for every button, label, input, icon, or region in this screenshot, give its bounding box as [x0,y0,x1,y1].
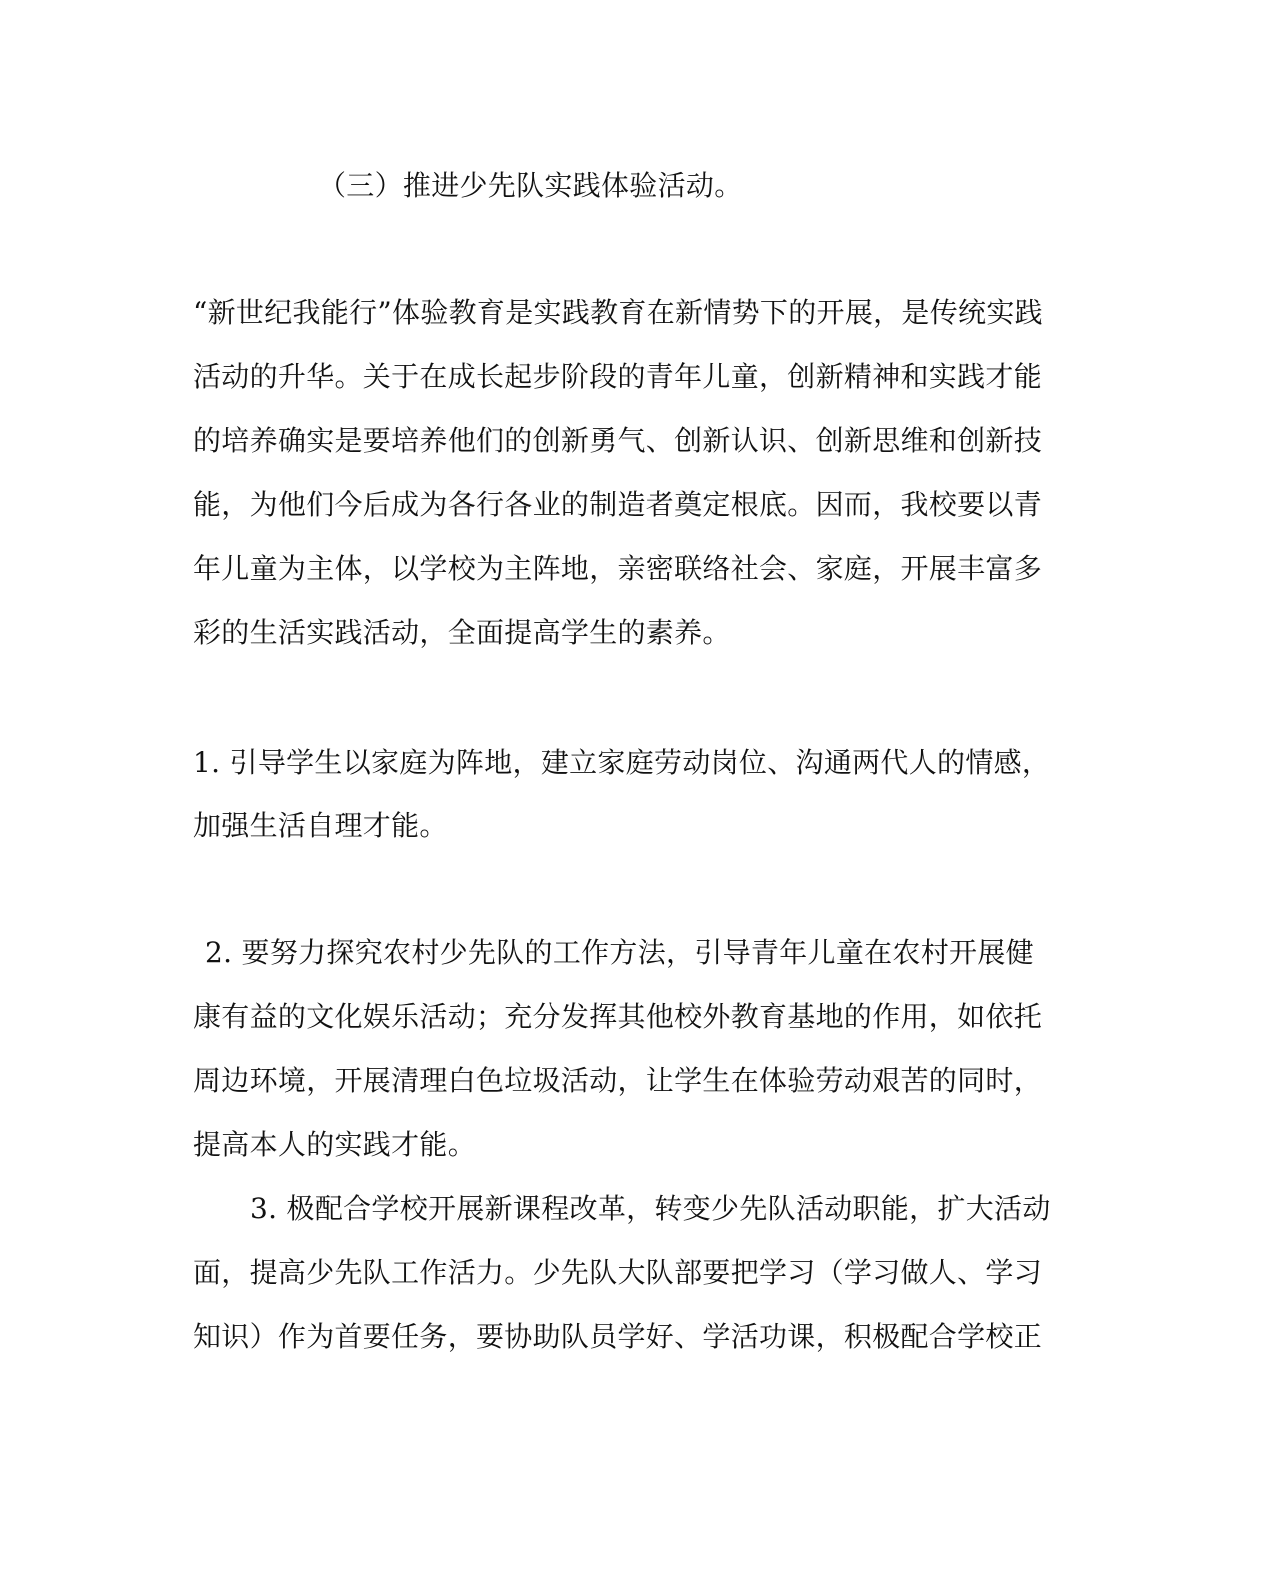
paragraph-line: 的培养确实是要培养他们的创新勇气、创新认识、创新思维和创新技 [193,424,1043,457]
paragraph-line: 知识）作为首要任务，要协助队员学好、学活功课，积极配合学校正 [193,1320,1043,1353]
paragraph-line: 活动的升华。关于在成长起步阶段的青年儿童，创新精神和实践才能 [193,360,1043,393]
paragraph-line: 面，提高少先队工作活力。少先队大队部要把学习（学习做人、学习 [193,1256,1043,1289]
paragraph-line: “新世纪我能行”体验教育是实践教育在新情势下的开展，是传统实践 [193,296,1043,329]
section-heading: （三）推进少先队实践体验活动。 [318,169,743,202]
paragraph-line: 彩的生活实践活动，全面提高学生的素养。 [193,616,731,649]
paragraph-line: 3. 极配合学校开展新课程改革，转变少先队活动职能，扩大活动 [250,1192,1051,1225]
paragraph-line: 提高本人的实践才能。 [193,1128,477,1161]
paragraph-line: 能，为他们今后成为各行各业的制造者奠定根底。因而，我校要以青 [193,488,1043,521]
paragraph-line: 2. 要努力探究农村少先队的工作方法，引导青年儿童在农村开展健 [205,936,1034,969]
paragraph-line: 周边环境，开展清理白色垃圾活动，让学生在体验劳动艰苦的同时， [193,1064,1043,1097]
paragraph-line: 1. 引导学生以家庭为阵地，建立家庭劳动岗位、沟通两代人的情感， [193,746,1051,779]
paragraph-line: 加强生活自理才能。 [193,809,448,842]
paragraph-line: 康有益的文化娱乐活动；充分发挥其他校外教育基地的作用，如依托 [193,1000,1043,1033]
paragraph-line: 年儿童为主体，以学校为主阵地，亲密联络社会、家庭，开展丰富多 [193,552,1043,585]
